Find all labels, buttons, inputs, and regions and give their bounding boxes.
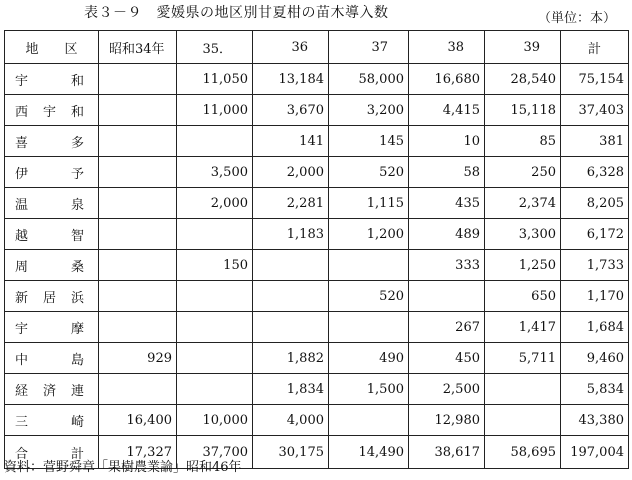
value-cell (409, 281, 485, 312)
region-cell: 宇和 (5, 64, 99, 95)
value-cell: 2,500 (409, 374, 485, 405)
value-cell (99, 157, 177, 188)
value-cell: 333 (409, 250, 485, 281)
total-cell: 37,700 (177, 436, 253, 469)
value-cell (99, 188, 177, 219)
header-year: 35． (177, 31, 253, 64)
value-cell: 10 (409, 126, 485, 157)
value-cell (253, 312, 329, 343)
value-cell: 11,000 (177, 95, 253, 126)
value-cell: 141 (253, 126, 329, 157)
table-row (5, 250, 629, 281)
value-cell: 1,733 (561, 250, 629, 281)
header-year: 37 (329, 31, 409, 64)
value-cell: 381 (561, 126, 629, 157)
value-cell: 85 (485, 126, 561, 157)
value-cell (485, 405, 561, 436)
region-cell: 伊予 (5, 157, 99, 188)
region-cell: 温泉 (5, 188, 99, 219)
value-cell: 150 (177, 250, 253, 281)
seedling-table (4, 30, 629, 469)
value-cell: 520 (329, 157, 409, 188)
value-cell: 450 (409, 343, 485, 374)
value-cell (99, 374, 177, 405)
table-row (5, 126, 629, 157)
value-cell: 1,170 (561, 281, 629, 312)
total-label: 合計 (5, 436, 99, 469)
table-row (5, 374, 629, 405)
value-cell: 3,200 (329, 95, 409, 126)
value-cell: 5,834 (561, 374, 629, 405)
value-cell: 145 (329, 126, 409, 157)
value-cell: 2,281 (253, 188, 329, 219)
table-body (5, 64, 629, 436)
value-cell: 3,500 (177, 157, 253, 188)
region-cell: 喜多 (5, 126, 99, 157)
value-cell (253, 281, 329, 312)
value-cell (99, 250, 177, 281)
value-cell: 37,403 (561, 95, 629, 126)
value-cell: 43,380 (561, 405, 629, 436)
value-cell: 8,205 (561, 188, 629, 219)
value-cell (99, 64, 177, 95)
region-cell: 越智 (5, 219, 99, 250)
value-cell: 1,834 (253, 374, 329, 405)
value-cell (177, 374, 253, 405)
value-cell (177, 126, 253, 157)
total-cell: 197,004 (561, 436, 629, 469)
value-cell: 3,670 (253, 95, 329, 126)
table-row (5, 281, 629, 312)
region-cell: 三崎 (5, 405, 99, 436)
value-cell: 267 (409, 312, 485, 343)
value-cell: 4,000 (253, 405, 329, 436)
header-region: 地 区 (5, 31, 99, 64)
total-cell: 30,175 (253, 436, 329, 469)
value-cell: 1,500 (329, 374, 409, 405)
value-cell: 1,417 (485, 312, 561, 343)
table-row (5, 312, 629, 343)
value-cell: 6,328 (561, 157, 629, 188)
table-row (5, 95, 629, 126)
value-cell: 15,118 (485, 95, 561, 126)
value-cell: 5,711 (485, 343, 561, 374)
value-cell: 929 (99, 343, 177, 374)
value-cell (253, 250, 329, 281)
header-year: 昭和34年 (99, 31, 177, 64)
value-cell: 1,200 (329, 219, 409, 250)
value-cell: 58 (409, 157, 485, 188)
value-cell (485, 374, 561, 405)
value-cell (99, 219, 177, 250)
table-row (5, 157, 629, 188)
header-total: 計 (561, 31, 629, 64)
table-row (5, 64, 629, 95)
value-cell: 6,172 (561, 219, 629, 250)
region-cell: 周桑 (5, 250, 99, 281)
region-cell: 新居浜 (5, 281, 99, 312)
value-cell: 75,154 (561, 64, 629, 95)
value-cell: 1,882 (253, 343, 329, 374)
value-cell: 250 (485, 157, 561, 188)
value-cell: 3,300 (485, 219, 561, 250)
value-cell: 2,000 (253, 157, 329, 188)
value-cell: 1,684 (561, 312, 629, 343)
region-cell: 宇摩 (5, 312, 99, 343)
table-title: 表３－９ 愛媛県の地区別甘夏柑の苗木導入数 (84, 5, 389, 21)
value-cell: 11,050 (177, 64, 253, 95)
value-cell: 9,460 (561, 343, 629, 374)
header-year: 38 (409, 31, 485, 64)
unit-label: （単位：本） (537, 11, 616, 26)
value-cell (329, 312, 409, 343)
value-cell: 1,183 (253, 219, 329, 250)
total-cell: 14,490 (329, 436, 409, 469)
table-row (5, 343, 629, 374)
table-row (5, 219, 629, 250)
value-cell: 2,374 (485, 188, 561, 219)
table-row (5, 188, 629, 219)
value-cell (99, 312, 177, 343)
value-cell: 16,680 (409, 64, 485, 95)
header-row (5, 31, 629, 64)
value-cell: 1,250 (485, 250, 561, 281)
value-cell: 489 (409, 219, 485, 250)
value-cell: 58,000 (329, 64, 409, 95)
value-cell: 435 (409, 188, 485, 219)
value-cell (99, 281, 177, 312)
value-cell: 16,400 (99, 405, 177, 436)
header-year: 39 (485, 31, 561, 64)
value-cell: 520 (329, 281, 409, 312)
value-cell: 13,184 (253, 64, 329, 95)
value-cell: 1,115 (329, 188, 409, 219)
total-cell: 17,327 (99, 436, 177, 469)
source-note: 資料：菅野舜章「果樹農業論」昭和46年 (4, 460, 242, 475)
value-cell (99, 126, 177, 157)
value-cell: 10,000 (177, 405, 253, 436)
value-cell (177, 312, 253, 343)
value-cell (177, 219, 253, 250)
value-cell: 28,540 (485, 64, 561, 95)
value-cell (177, 281, 253, 312)
value-cell (177, 343, 253, 374)
value-cell: 490 (329, 343, 409, 374)
table-row (5, 405, 629, 436)
region-cell: 西宇和 (5, 95, 99, 126)
value-cell (329, 405, 409, 436)
region-cell: 経済連 (5, 374, 99, 405)
value-cell (99, 95, 177, 126)
value-cell: 650 (485, 281, 561, 312)
region-cell: 中島 (5, 343, 99, 374)
total-cell: 58,695 (485, 436, 561, 469)
total-cell: 38,617 (409, 436, 485, 469)
value-cell: 12,980 (409, 405, 485, 436)
value-cell: 2,000 (177, 188, 253, 219)
header-year: 36 (253, 31, 329, 64)
value-cell (329, 250, 409, 281)
value-cell: 4,415 (409, 95, 485, 126)
